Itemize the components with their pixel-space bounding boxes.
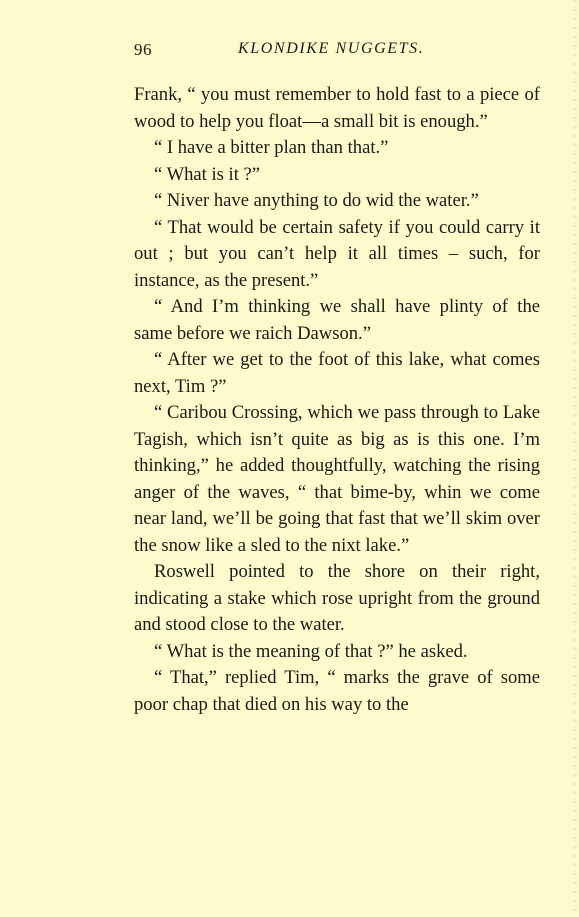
page-number: 96 — [134, 40, 152, 59]
paragraph: “ And I’m thinking we shall have plinty of the same before we raich Dawson.” — [134, 296, 540, 344]
paragraph: “ Niver have anything to do wid the water.” — [154, 190, 479, 211]
paragraph: Frank, “ you must remember to hold fast to a piece of wood to help you float—a small bit is enough.” — [134, 84, 540, 132]
page-header — [134, 40, 538, 64]
paragraph: “ What is the meaning of that ?” he asked. — [154, 640, 468, 662]
paragraph: “ That would be certain safety if you could carry it out ; but you can’t help it all times – such, for instance, as the present.” — [134, 216, 540, 291]
paragraph: Roswell pointed to the shore on their right, indicating a stake which rose upright from the ground and stood close to the water. — [134, 561, 540, 635]
body-text — [134, 82, 540, 718]
paragraph: “ I have a bitter plan than that.” — [154, 137, 389, 158]
running-title: KLONDIKE NUGGETS. — [238, 40, 425, 57]
page-edge-shading — [573, 0, 577, 917]
paragraph: “ What is it ?” — [154, 163, 261, 185]
paragraph: “ After we get to the foot of this lake, what comes next, Tim ?” — [134, 349, 540, 397]
paragraph: “ That,” replied Tim, “ marks the grave of some poor chap that died on his way to the — [134, 667, 540, 715]
paragraph: “ Caribou Crossing, which we pass through to Lake Tagish, which isn’t quite as big as is this one. I’m thinking,” he added thoughtfully, watching the rising anger of the waves, “ that bime-by, whin we come near land, we’ll be going that fast that we’ll skim over the snow like a sled to the nixt lake.” — [134, 402, 540, 556]
